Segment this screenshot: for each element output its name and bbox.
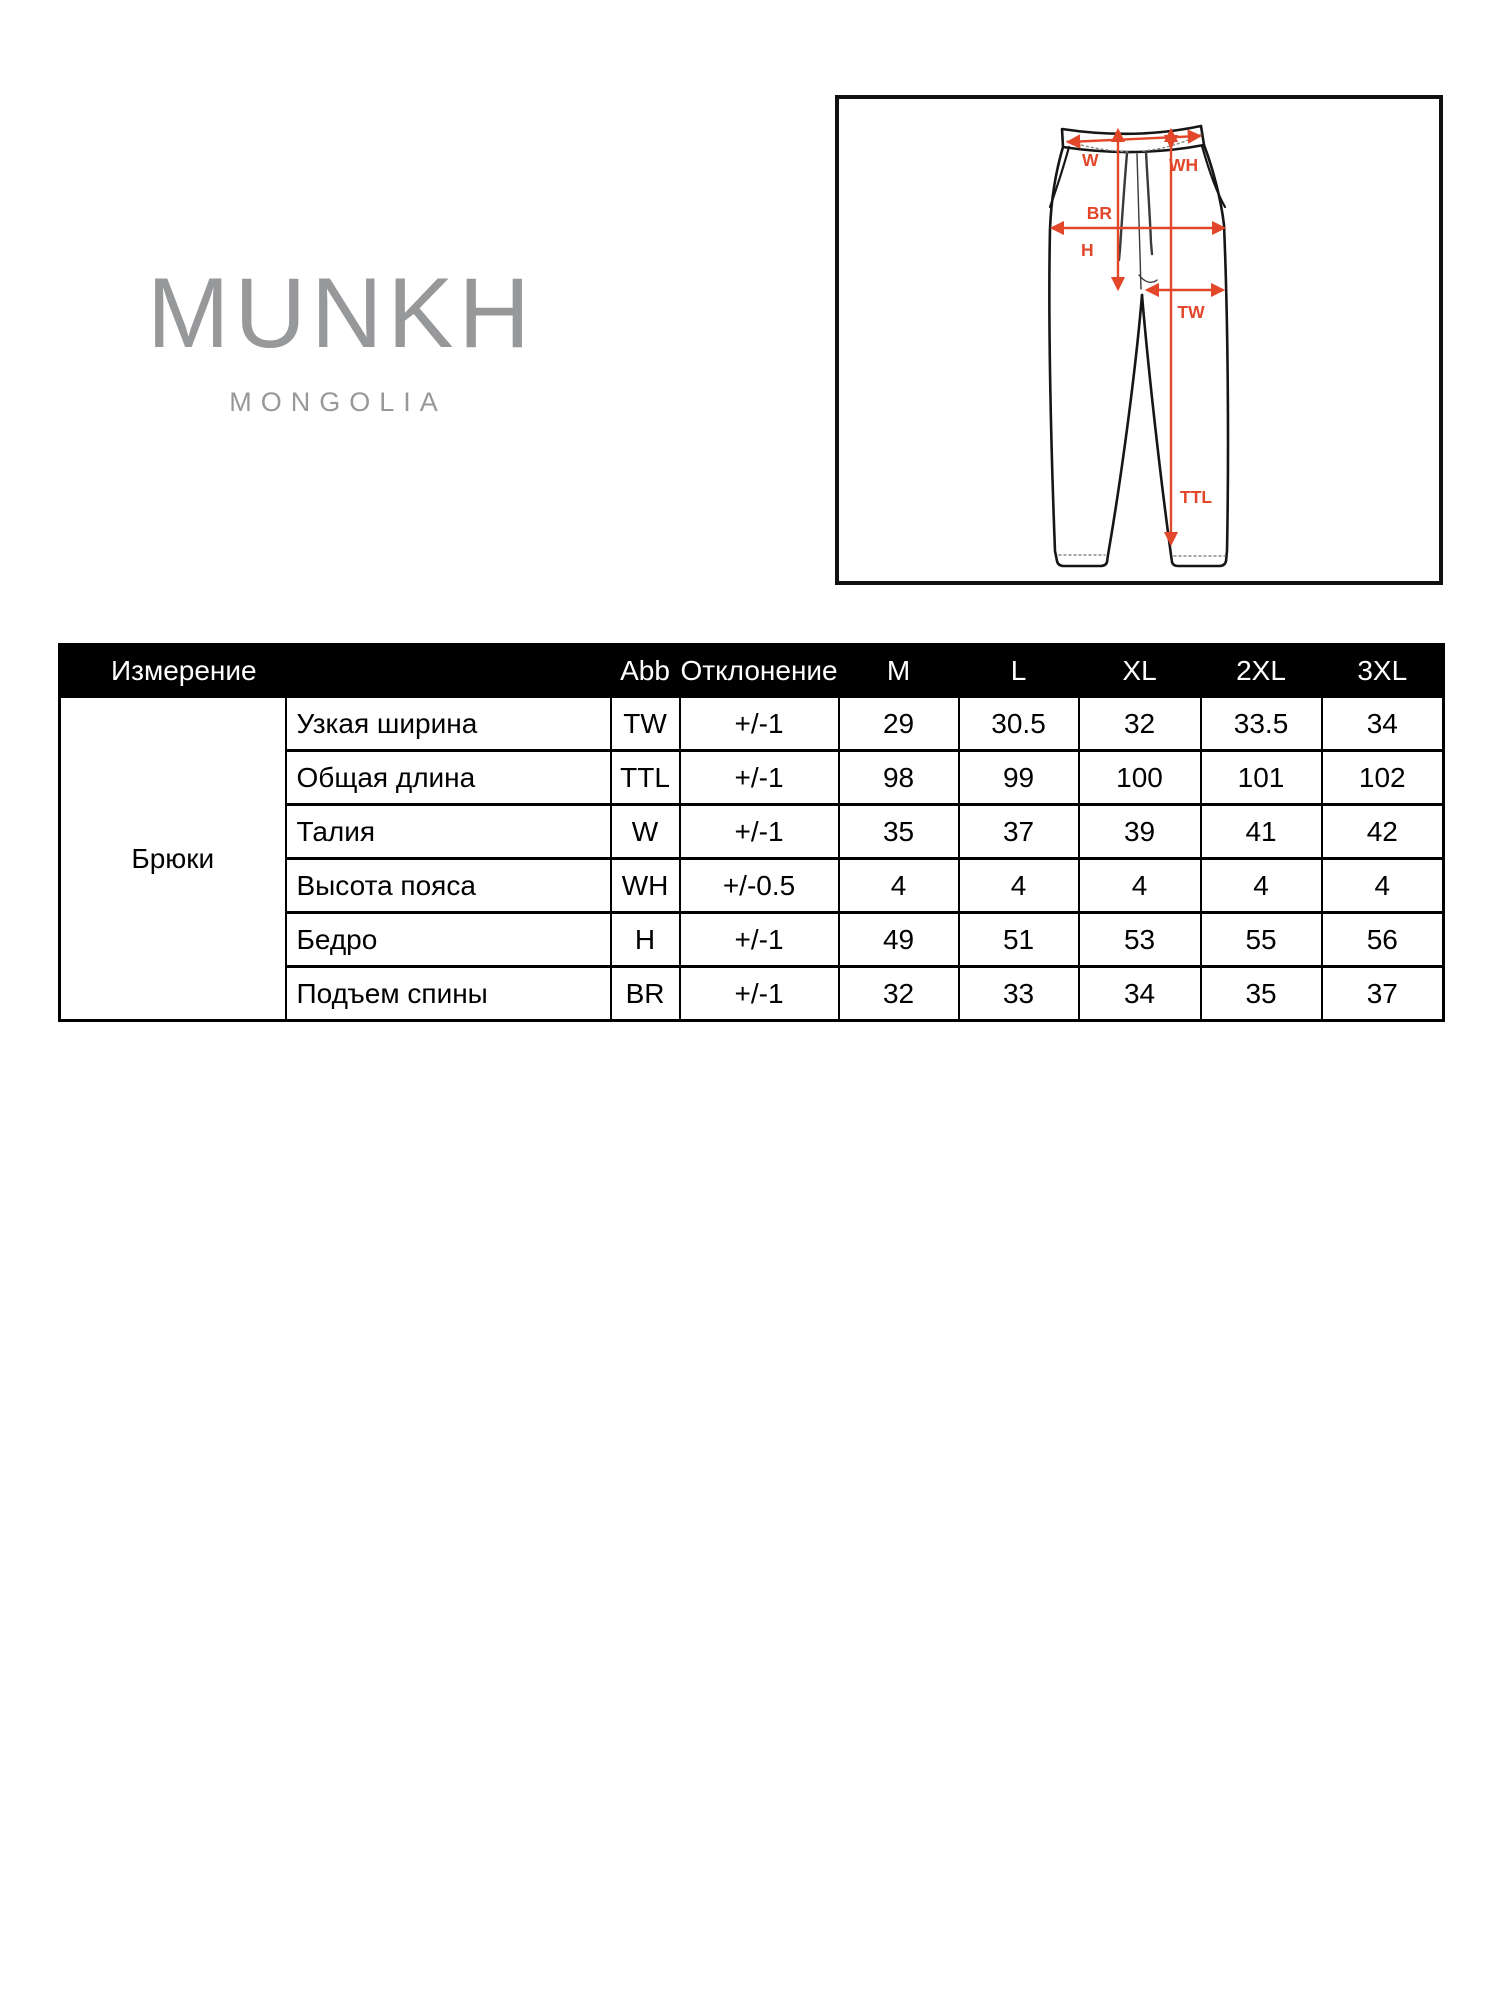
col-header-size-xl: XL	[1079, 645, 1201, 697]
deviation-cell: +/-1	[680, 913, 839, 967]
abb-cell: BR	[611, 967, 680, 1021]
drawstring-left	[1119, 153, 1127, 260]
brand-name: MUNKH	[147, 257, 535, 368]
size-value-cell: 34	[1079, 967, 1201, 1021]
col-header-size-3xl: 3XL	[1322, 645, 1444, 697]
measurement-labels	[1081, 150, 1212, 507]
measure-name-cell: Общая длина	[286, 751, 611, 805]
col-header-size-2xl: 2XL	[1201, 645, 1322, 697]
table-header-row	[60, 645, 1444, 697]
col-header-deviation: Отклонение	[680, 645, 839, 697]
deviation-cell: +/-1	[680, 697, 839, 751]
size-value-cell: 99	[959, 751, 1079, 805]
ttl-label: TTL	[1180, 487, 1213, 507]
size-value-cell: 33	[959, 967, 1079, 1021]
size-table	[58, 643, 1445, 1022]
col-header-abb: Abb	[611, 645, 680, 697]
size-value-cell: 98	[839, 751, 959, 805]
size-value-cell: 37	[1322, 967, 1444, 1021]
deviation-cell: +/-1	[680, 805, 839, 859]
brand-logo	[147, 257, 535, 418]
size-value-cell: 42	[1322, 805, 1444, 859]
h-label: H	[1081, 240, 1094, 260]
abb-cell: TTL	[611, 751, 680, 805]
size-value-cell: 29	[839, 697, 959, 751]
col-header-size-l: L	[959, 645, 1079, 697]
measure-name-cell: Узкая ширина	[286, 697, 611, 751]
fly-stitch	[1139, 275, 1157, 282]
category-cell: Брюки	[60, 697, 286, 1021]
size-value-cell: 33.5	[1201, 697, 1322, 751]
size-value-cell: 35	[1201, 967, 1322, 1021]
size-value-cell: 100	[1079, 751, 1201, 805]
measure-name-cell: Талия	[286, 805, 611, 859]
size-value-cell: 39	[1079, 805, 1201, 859]
brand-subtitle: MONGOLIA	[229, 387, 447, 417]
size-value-cell: 4	[1201, 859, 1322, 913]
measure-name-cell: Подъем спины	[286, 967, 611, 1021]
size-value-cell: 56	[1322, 913, 1444, 967]
col-header-size-m: M	[839, 645, 959, 697]
size-value-cell: 4	[839, 859, 959, 913]
abb-cell: WH	[611, 859, 680, 913]
pants-diagram-svg	[839, 99, 1439, 581]
deviation-cell: +/-1	[680, 967, 839, 1021]
diagram-box	[835, 95, 1443, 585]
size-value-cell: 51	[959, 913, 1079, 967]
measure-name-cell: Высота пояса	[286, 859, 611, 913]
abb-cell: W	[611, 805, 680, 859]
size-value-cell: 49	[839, 913, 959, 967]
size-value-cell: 34	[1322, 697, 1444, 751]
size-value-cell: 4	[1322, 859, 1444, 913]
deviation-cell: +/-1	[680, 751, 839, 805]
size-value-cell: 101	[1201, 751, 1322, 805]
deviation-cell: +/-0.5	[680, 859, 839, 913]
size-value-cell: 41	[1201, 805, 1322, 859]
table-row	[60, 697, 1444, 751]
size-value-cell: 37	[959, 805, 1079, 859]
abb-cell: TW	[611, 697, 680, 751]
center-front-seam	[1137, 154, 1141, 289]
size-value-cell: 55	[1201, 913, 1322, 967]
br-label: BR	[1086, 203, 1112, 223]
size-value-cell: 30.5	[959, 697, 1079, 751]
size-value-cell: 32	[839, 967, 959, 1021]
wh-label: WH	[1169, 155, 1199, 175]
size-value-cell: 102	[1322, 751, 1444, 805]
size-value-cell: 53	[1079, 913, 1201, 967]
measure-name-cell: Бедро	[286, 913, 611, 967]
size-value-cell: 4	[1079, 859, 1201, 913]
w-label: W	[1082, 150, 1099, 170]
drawstring-right	[1146, 152, 1152, 254]
tw-label: TW	[1177, 302, 1205, 322]
abb-cell: H	[611, 913, 680, 967]
col-header-measurement: Измерение	[60, 645, 611, 697]
size-value-cell: 4	[959, 859, 1079, 913]
size-value-cell: 32	[1079, 697, 1201, 751]
size-value-cell: 35	[839, 805, 959, 859]
